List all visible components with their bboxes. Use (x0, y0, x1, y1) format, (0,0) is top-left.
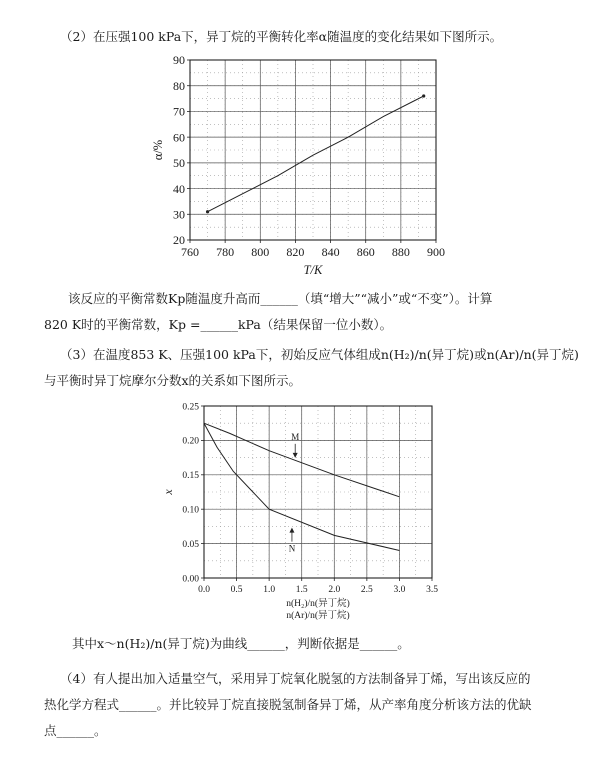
x-tick-label: 840 (321, 245, 340, 259)
arrowhead-N (289, 528, 294, 533)
y-tick-label: 70 (173, 104, 185, 119)
x-tick-label: 1.0 (263, 585, 276, 595)
x-axis-label: n(H₂)/n(异丁烷) (286, 599, 350, 609)
x-tick-label: 0.5 (230, 585, 243, 595)
x-axis-label: T/K (303, 263, 323, 277)
series-label-N: N (288, 543, 296, 554)
series-label-M: M (291, 431, 300, 442)
y-tick-label: 0.15 (182, 471, 199, 482)
series-endpoint (422, 94, 425, 97)
q2-line1: 该反应的平衡常数Kp随温度升高而______（填“增大”“减小”或“不变”）。计算 (68, 291, 493, 306)
y-tick-label: 0.25 (182, 402, 199, 413)
y-tick-label: 30 (173, 207, 185, 222)
y-tick-label: 0.00 (182, 574, 199, 585)
y-tick-label: 90 (173, 53, 185, 68)
q3-line2: 与平衡时异丁烷摩尔分数x的关系如下图所示。 (44, 373, 302, 388)
molar-fraction-svg (160, 398, 460, 630)
y-tick-label: 60 (173, 130, 185, 145)
x-tick-label: 780 (216, 245, 235, 259)
y-tick-label: 40 (173, 181, 185, 196)
q4-line2: 热化学方程式______。并比较异丁烷直接脱氢制备异丁烯，从产率角度分析该方法的优缺 (44, 697, 532, 712)
x-tick-label: 880 (391, 245, 410, 259)
q4-line1: （4）有人提出加入适量空气，采用异丁烷氧化脱氢的方法制备异丁烯，写出该反应的 (60, 671, 531, 686)
molar-fraction-chart (160, 398, 460, 634)
y-tick-label: 50 (173, 156, 185, 171)
x-tick-label: 800 (251, 245, 270, 259)
x-tick-label: 3.5 (426, 585, 438, 595)
y-tick-label: 0.10 (182, 505, 199, 516)
y-tick-label: 0.05 (182, 539, 199, 550)
arrowhead-M (293, 453, 298, 458)
x-tick-label: 820 (286, 245, 305, 259)
alpha-temperature-chart (150, 50, 450, 294)
y-axis-label: α/% (151, 139, 165, 161)
x-axis-label-secondary: n(Ar)/n(异丁烷) (286, 611, 350, 621)
x-tick-label: 900 (427, 245, 445, 259)
q2-line2: 820 K时的平衡常数，Kp =______kPa（结果保留一位小数）。 (44, 317, 393, 332)
y-tick-label: 20 (173, 233, 185, 248)
x-tick-label: 0.0 (198, 585, 210, 595)
x-tick-label: 860 (356, 245, 375, 259)
x-tick-label: 3.0 (393, 585, 406, 595)
q2-intro: （2）在压强100 kPa下，异丁烷的平衡转化率α随温度的变化结果如下图所示。 (60, 29, 503, 44)
y-axis-label: x (161, 489, 175, 495)
q3-line1: （3）在温度853 K、压强100 kPa下，初始反应气体组成n(H₂)/n(异丁烷)或n(Ar)/n(异丁烷) (60, 347, 579, 362)
plot-frame (204, 406, 432, 578)
q4-line3: 点______。 (44, 723, 107, 738)
x-tick-label: 2.0 (328, 585, 341, 595)
x-tick-label: 1.5 (295, 585, 308, 595)
x-tick-label: 2.5 (360, 585, 373, 595)
series-endpoint (206, 210, 209, 213)
y-tick-label: 0.20 (182, 436, 199, 447)
q3-question: 其中x～n(H₂)/n(异丁烷)为曲线______，判断依据是______。 (72, 636, 410, 651)
y-tick-label: 80 (173, 78, 185, 93)
series-line-1 (208, 96, 424, 212)
x-tick-label: 760 (181, 245, 199, 259)
alpha-temperature-svg (150, 50, 450, 290)
